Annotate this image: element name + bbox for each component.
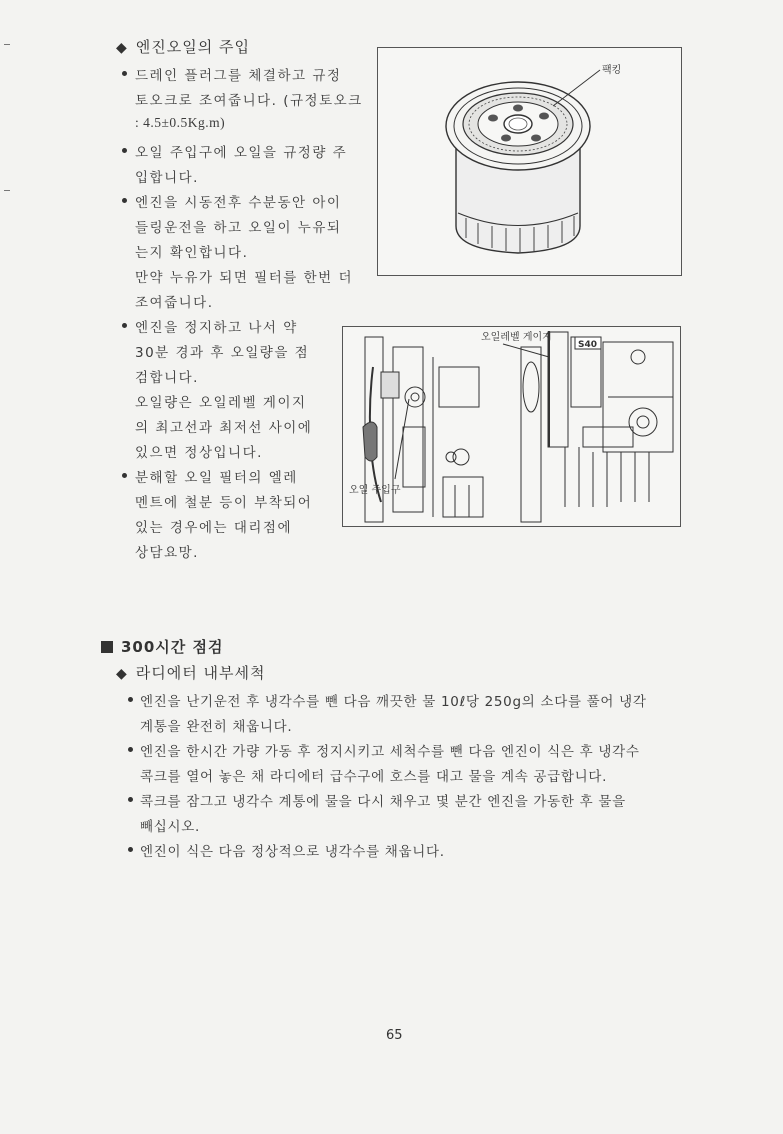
- engine-figure: [342, 326, 681, 527]
- section-heading-oil: [116, 36, 250, 57]
- bullet-icon: [128, 847, 133, 852]
- body-line: 오일량은 오일레벨 게이지: [135, 395, 307, 411]
- oil-filter-illustration: [378, 48, 681, 275]
- body-line: 있으면 정상입니다.: [135, 445, 263, 461]
- section-title: 300시간 점검: [121, 638, 224, 656]
- body-line: 엔진이 식은 다음 정상적으로 냉각수를 채웁니다.: [140, 844, 445, 860]
- body-line: 멘트에 철분 등이 부착되어: [135, 495, 313, 511]
- engine-illustration: [343, 327, 680, 526]
- body-line: 엔진을 정지하고 나서 약: [135, 320, 298, 336]
- body-line: 콕크를 잠그고 냉각수 계통에 물을 다시 채우고 몇 분간 엔진을 가동한 후 물을: [140, 794, 626, 810]
- body-line: 상담요망.: [135, 545, 199, 561]
- body-line: 토오크로 조여줍니다. (규정토오크: [135, 93, 363, 109]
- subsection-title: 라디에터 내부세척: [135, 664, 266, 682]
- bullet-icon: [122, 198, 127, 203]
- bullet-icon: [128, 697, 133, 702]
- scan-margin-mark: [4, 190, 10, 191]
- body-line: 분해할 오일 필터의 엘레: [135, 470, 298, 486]
- bullet-icon: [122, 473, 127, 478]
- body-line: 30분 경과 후 오일량을 점: [135, 345, 310, 361]
- bullet-icon: [122, 323, 127, 328]
- body-line: 엔진을 난기운전 후 냉각수를 뺀 다음 깨끗한 물 10ℓ당 250g의 소다를 풀어 냉각: [140, 694, 647, 710]
- bullet-icon: [128, 797, 133, 802]
- body-line: 조여줍니다.: [135, 295, 214, 311]
- body-line: 엔진을 시동전후 수분동안 아이: [135, 195, 342, 211]
- bullet-icon: [128, 747, 133, 752]
- oil-level-gauge-callout: 오일레벨 게이지: [481, 332, 552, 343]
- body-line: 있는 경우에는 대리점에: [135, 520, 292, 536]
- oil-filter-figure: [377, 47, 682, 276]
- body-line: 들링운전을 하고 오일이 누유되: [135, 220, 342, 236]
- diamond-bullet-icon: ◆: [116, 666, 128, 682]
- diamond-bullet-icon: ◆: [116, 40, 128, 56]
- section-heading-300h: [101, 636, 224, 657]
- torque-spec: : 4.5±0.5Kg.m): [135, 115, 226, 130]
- body-line: 검합니다.: [135, 370, 199, 386]
- oil-filler-callout: 오일 주입구: [349, 485, 401, 496]
- body-line: 만약 누유가 되면 필터를 한번 더: [135, 270, 353, 286]
- bullet-icon: [122, 148, 127, 153]
- body-line: 의 최고선과 최저선 사이에: [135, 420, 313, 436]
- page-number: 65: [386, 1028, 403, 1043]
- body-line: 오일 주입구에 오일을 규정량 주: [135, 145, 348, 161]
- square-bullet-icon: [101, 641, 113, 653]
- bullet-icon: [122, 71, 127, 76]
- subsection-heading-radiator: [116, 662, 265, 683]
- body-line: 는지 확인합니다.: [135, 245, 249, 261]
- section-title: 엔진오일의 주입: [135, 38, 250, 56]
- scan-margin-mark: [4, 44, 10, 45]
- body-line: 빼십시오.: [140, 819, 200, 835]
- body-line: 엔진을 한시간 가량 가동 후 정지시키고 세척수를 뺀 다음 엔진이 식은 후 냉각수: [140, 744, 640, 760]
- body-line: 입합니다.: [135, 170, 199, 186]
- body-line: 콕크를 열어 놓은 채 라디에터 급수구에 호스를 대고 물을 계속 공급합니다.: [140, 769, 608, 785]
- body-line: 드레인 플러그를 체결하고 규정: [135, 68, 342, 84]
- gasket-callout: 팩킹: [602, 65, 622, 76]
- engine-plate-text: S40: [578, 340, 598, 350]
- body-line: 계통을 완전히 채웁니다.: [140, 719, 293, 735]
